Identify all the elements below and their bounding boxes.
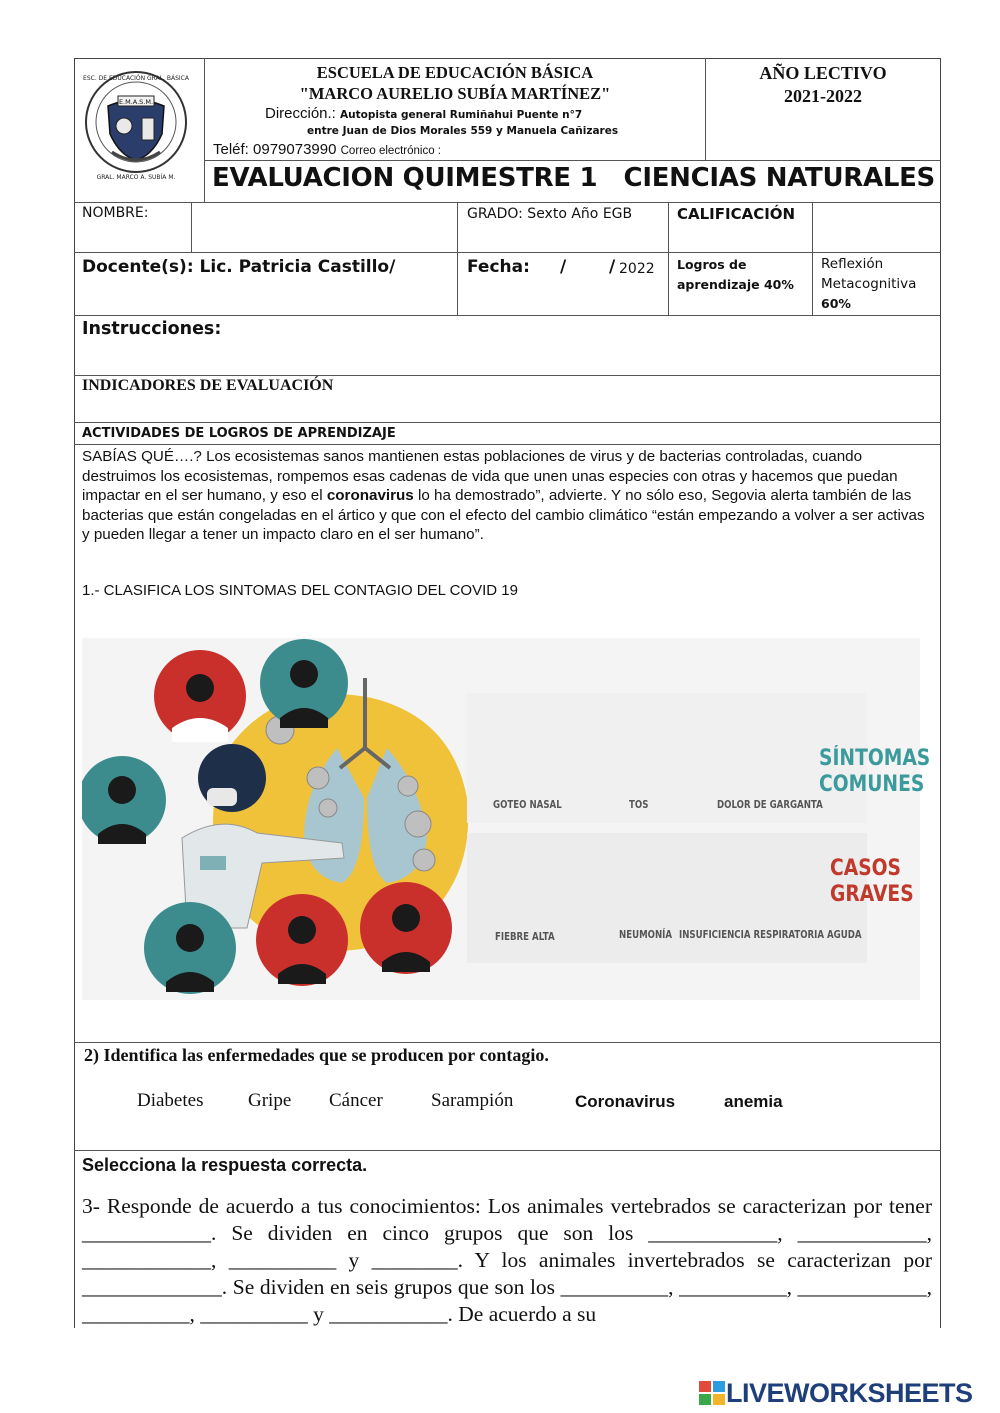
disease-option[interactable]: Cáncer	[329, 1090, 383, 1111]
liveworksheets-logo	[697, 1378, 993, 1408]
symptom-label: TOS	[629, 799, 649, 811]
question-3-text: 3- Responde de acuerdo a tus conocimientos: Los animales vertebrados se caracterizan por tener ____________. Se dividen en cinco grupos que son los ____________, ____________, ____________, __________ y ________. Y los animales invertebrados se caracterizan por _____________. Se dividen en seis grupos que son los __________, __________, ____________, __________, __________ y ___________. De acuerdo a su	[82, 1194, 932, 1326]
covid-symptoms-illustration	[82, 638, 931, 1000]
common-symptoms-heading: SÍNTOMAS COMUNES	[819, 746, 931, 797]
activities-label: ACTIVIDADES DE LOGROS DE APRENDIZAJE	[82, 426, 396, 441]
grade-heading: CALIFICACIÓN	[677, 205, 796, 223]
svg-text:E.M.A.S.M.: E.M.A.S.M.	[118, 98, 154, 106]
question-1-title: 1.- CLASIFICA LOS SINTOMAS DEL CONTAGIO DEL COVID 19	[82, 582, 518, 599]
achievements-label: Logros de aprendizaje 40%	[677, 257, 794, 292]
disease-option[interactable]: Diabetes	[137, 1090, 204, 1111]
date-separator: /	[560, 257, 567, 277]
symptom-label: DOLOR DE GARGANTA	[717, 799, 823, 811]
divider	[74, 1042, 941, 1043]
instructions-label: Instrucciones:	[82, 319, 222, 339]
symptom-label: INSUFICIENCIA RESPIRATORIA AGUDA	[679, 929, 862, 941]
date-label: Fecha:	[467, 257, 530, 277]
disease-option[interactable]: Gripe	[248, 1090, 292, 1111]
symptom-label: NEUMONÍA	[619, 929, 673, 941]
disease-option[interactable]: Sarampión	[431, 1090, 514, 1111]
address-line-2: entre Juan de Dios Morales 559 y Manuela Cañizares	[307, 125, 619, 137]
liveworksheets-icon	[697, 1379, 727, 1407]
select-correct-label: Selecciona la respuesta correcta.	[82, 1155, 368, 1175]
divider	[812, 202, 813, 315]
grade-field[interactable]	[814, 204, 939, 250]
svg-text:ESC. DE EDUCACIÓN GRAL. BÁSICA: ESC. DE EDUCACIÓN GRAL. BÁSICA	[83, 75, 189, 82]
contact-line: Teléf: 0979073990 Correo electrónico :	[213, 141, 441, 158]
question-2-title: 2) Identifica las enfermedades que se producen por contagio.	[84, 1045, 549, 1065]
teacher-label: Docente(s): Lic. Patricia Castillo/	[82, 257, 396, 277]
divider	[74, 315, 941, 316]
divider	[74, 375, 941, 376]
divider	[74, 444, 941, 445]
divider	[74, 202, 941, 203]
svg-text:GRAL. MARCO A. SUBÍA M.: GRAL. MARCO A. SUBÍA M.	[96, 174, 176, 181]
disease-option[interactable]: Coronavirus	[575, 1092, 676, 1111]
divider	[191, 202, 192, 252]
school-name: ESCUELA DE EDUCACIÓN BÁSICA "MARCO AURELIO SUBÍA MARTÍNEZ"	[299, 63, 611, 103]
indicators-label: INDICADORES DE EVALUACIÓN	[82, 377, 334, 394]
reading-paragraph: SABÍAS QUÉ….? Los ecosistemas sanos mantienen estas poblaciones de virus y de bacterias controladas, cuando destruimos los ecosistemas, rompemos esas cadenas de vida que unen unas especies con otras y hacemos que puedan impactar en el ser humano, y eso el coronavirus lo ha demostrado”, advierte. Y no sólo eso, Segovia alerta también de las bacterias que están congeladas en el ártico y que con el efecto del cambio climático “están empezando a volver a ser activas y pueden llegar a tener un impacto claro en el ser humano”.	[82, 448, 925, 543]
grade-label: GRADO: Sexto Año EGB	[467, 206, 633, 222]
brand-name: LIVEWORKSHEETS	[726, 1378, 973, 1408]
name-label: NOMBRE:	[82, 205, 149, 221]
divider	[74, 1150, 941, 1151]
address-line: Dirección.: Autopista general Rumiñahui Puente n°7	[265, 105, 583, 122]
name-field[interactable]	[193, 204, 455, 250]
school-year: AÑO LECTIVO 2021-2022	[759, 63, 887, 106]
divider	[74, 252, 941, 253]
exam-title: EVALUACION QUIMESTRE 1 CIENCIAS NATURALES	[212, 163, 935, 193]
severe-cases-heading: CASOS GRAVES	[830, 856, 914, 907]
symptom-label: GOTEO NASAL	[493, 799, 562, 811]
divider	[204, 160, 941, 161]
divider	[457, 202, 458, 315]
disease-option[interactable]: anemia	[724, 1092, 783, 1111]
reflection-label: Reflexión Metacognitiva 60%	[821, 256, 917, 311]
symptom-label: FIEBRE ALTA	[495, 931, 555, 943]
divider	[668, 202, 669, 315]
divider	[74, 422, 941, 423]
date-separator: /	[609, 257, 616, 277]
illustration-art	[82, 638, 920, 1000]
school-logo	[82, 64, 190, 190]
date-year: 2022	[619, 261, 655, 277]
